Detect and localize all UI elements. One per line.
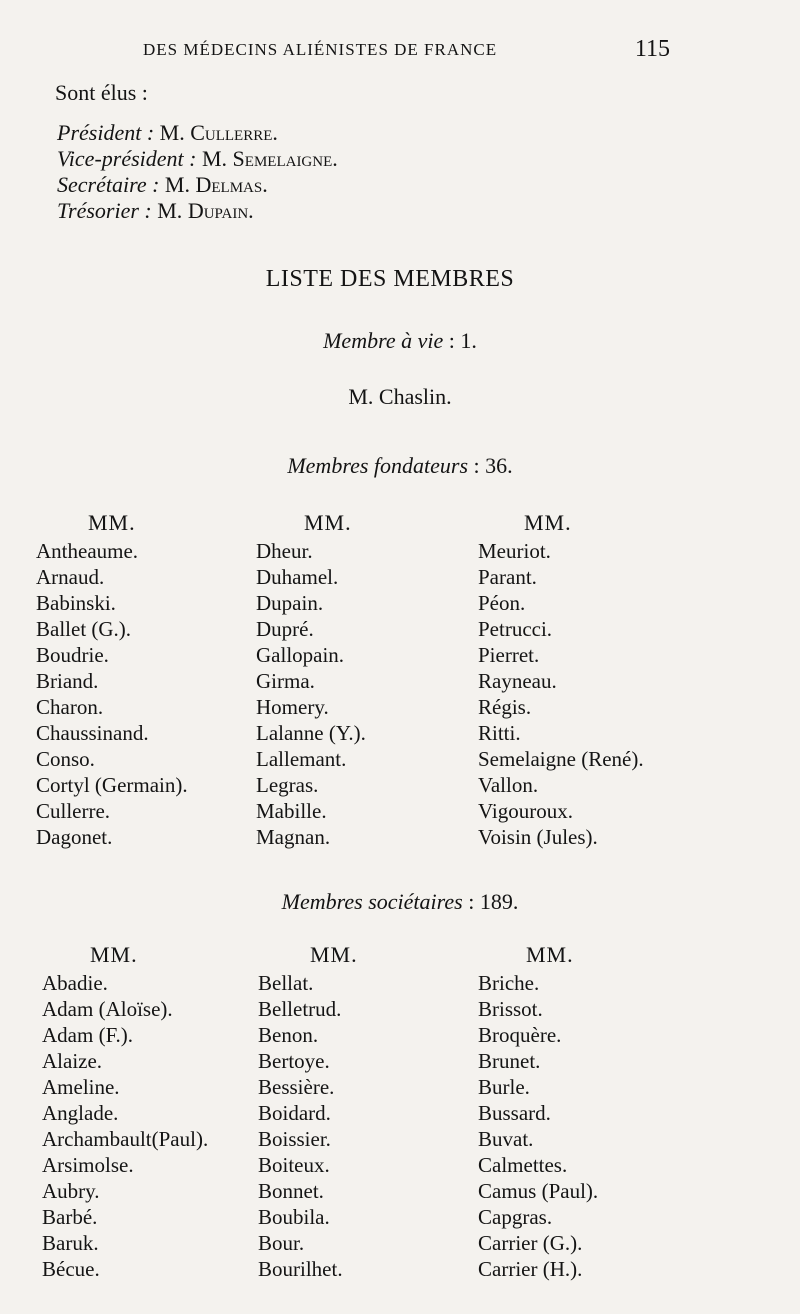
member-name: Ballet (G.). (36, 617, 132, 641)
column-head: MM. (304, 510, 352, 535)
officer-title: M. (159, 120, 185, 145)
member-name: Dheur. (256, 539, 313, 563)
officer-name: Dupain. (187, 198, 254, 223)
member-name: Lalanne (Y.). (256, 721, 366, 745)
page-header (140, 36, 670, 66)
member-name: Adam (Aloïse). (42, 997, 173, 1021)
life-member-name: M. Chaslin. (348, 384, 452, 409)
member-name: Alaize. (42, 1049, 103, 1073)
member-name: Belletrud. (258, 997, 342, 1021)
officer-list (57, 120, 338, 224)
officer-treasurer (57, 198, 338, 224)
member-name: Archambault(Paul). (42, 1127, 209, 1151)
member-name: Rayneau. (478, 669, 557, 693)
member-name: Bour. (258, 1231, 305, 1255)
column-head: MM. (90, 942, 138, 967)
member-name: Baruk. (42, 1231, 99, 1255)
member-name: Chaussinand. (36, 721, 149, 745)
member-name: Burle. (478, 1075, 530, 1099)
member-name: Bourilhet. (258, 1257, 343, 1281)
member-name: Carrier (H.). (478, 1257, 583, 1281)
member-name: Bussard. (478, 1101, 551, 1125)
officer-name: Cullerre. (190, 120, 278, 145)
section-count: : 1. (448, 328, 477, 353)
member-name: Ameline. (42, 1075, 120, 1099)
member-name: Legras. (256, 773, 319, 797)
member-name: Bessière. (258, 1075, 335, 1099)
officer-role: Vice-président : (57, 146, 197, 171)
officer-name: Delmas. (195, 172, 268, 197)
officer-role: Président : (57, 120, 155, 145)
section-count: : 36. (473, 453, 513, 478)
section-label: Membres fondateurs (287, 453, 469, 478)
member-name: Broquère. (478, 1023, 562, 1047)
member-name: Adam (F.). (42, 1023, 134, 1047)
member-name: Capgras. (478, 1205, 553, 1229)
societaires-column-1 (42, 940, 208, 1282)
member-name: Régis. (478, 695, 532, 719)
member-name: Girma. (256, 669, 315, 693)
member-name: Boissier. (258, 1127, 331, 1151)
member-name: Charon. (36, 695, 104, 719)
column-head: MM. (310, 942, 358, 967)
section-label: Membre à vie (323, 328, 444, 353)
founders-column-2 (256, 508, 366, 850)
member-name: Bellat. (258, 971, 314, 995)
member-name: Lallemant. (256, 747, 347, 771)
officer-president (57, 120, 338, 146)
officer-title: M. (201, 146, 228, 171)
section-label: Membres sociétaires (281, 889, 463, 914)
member-name: Cullerre. (36, 799, 111, 823)
member-name: Brissot. (478, 997, 543, 1021)
member-name: Calmettes. (478, 1153, 568, 1177)
member-name: Buvat. (478, 1127, 534, 1151)
member-name: Arnaud. (36, 565, 105, 589)
officer-vice-president (57, 146, 338, 172)
column-head: MM. (88, 510, 136, 535)
member-name: Voisin (Jules). (478, 825, 598, 849)
member-name: Antheaume. (36, 539, 139, 563)
page-number: 115 (634, 36, 670, 62)
societaires-column-2 (258, 940, 358, 1282)
member-name: Dupain. (256, 591, 324, 615)
founders-column-3 (478, 508, 644, 850)
member-name: Benon. (258, 1023, 319, 1047)
member-name: Magnan. (256, 825, 331, 849)
member-name: Cortyl (Germain). (36, 773, 188, 797)
column-head: MM. (524, 510, 572, 535)
officer-title: M. (157, 198, 183, 223)
member-name: Boiteux. (258, 1153, 330, 1177)
member-name: Aubry. (42, 1179, 100, 1203)
member-name: Duhamel. (256, 565, 339, 589)
member-name: Vallon. (478, 773, 539, 797)
member-name: Parant. (478, 565, 537, 589)
member-name: Bertoye. (258, 1049, 330, 1073)
member-name: Boidard. (258, 1101, 331, 1125)
member-name: Pierret. (478, 643, 540, 667)
member-name: Brunet. (478, 1049, 541, 1073)
member-name: Dupré. (256, 617, 314, 641)
running-title: DES MÉDECINS ALIÉNISTES DE FRANCE (143, 40, 498, 59)
member-name: Gallopain. (256, 643, 345, 667)
member-name: Vigouroux. (478, 799, 573, 823)
officer-title: M. (164, 172, 190, 197)
section-count: : 189. (468, 889, 519, 914)
member-name: Péon. (478, 591, 526, 615)
officer-role: Trésorier : (57, 198, 152, 223)
member-name: Ritti. (478, 721, 521, 745)
member-name: Bécue. (42, 1257, 100, 1281)
member-name: Bonnet. (258, 1179, 324, 1203)
member-name: Petrucci. (478, 617, 553, 641)
member-name: Semelaigne (René). (478, 747, 644, 771)
officer-role: Secrétaire : (57, 172, 160, 197)
member-name: Carrier (G.). (478, 1231, 583, 1255)
officer-name: Semelaigne. (232, 146, 338, 171)
member-name: Boubila. (258, 1205, 330, 1229)
member-name: Briche. (478, 971, 540, 995)
member-name: Barbé. (42, 1205, 98, 1229)
member-name: Mabille. (256, 799, 327, 823)
officer-secretary (57, 172, 338, 198)
member-name: Camus (Paul). (478, 1179, 599, 1203)
member-name: Boudrie. (36, 643, 109, 667)
societaires-heading (0, 889, 800, 915)
founders-column-1 (36, 508, 188, 850)
founders-heading (0, 453, 800, 479)
member-name: Briand. (36, 669, 99, 693)
member-name: Abadie. (42, 971, 108, 995)
member-name: Babinski. (36, 591, 116, 615)
member-name: Arsimolse. (42, 1153, 134, 1177)
member-name: Anglade. (42, 1101, 119, 1125)
life-member-heading (0, 328, 800, 354)
member-name: Conso. (36, 747, 95, 771)
column-head: MM. (526, 942, 574, 967)
list-title: LISTE DES MEMBRES (265, 266, 515, 292)
elected-heading: Sont élus : (55, 80, 148, 105)
member-name: Dagonet. (36, 825, 113, 849)
member-name: Homery. (256, 695, 329, 719)
societaires-column-3 (478, 940, 598, 1282)
member-name: Meuriot. (478, 539, 551, 563)
